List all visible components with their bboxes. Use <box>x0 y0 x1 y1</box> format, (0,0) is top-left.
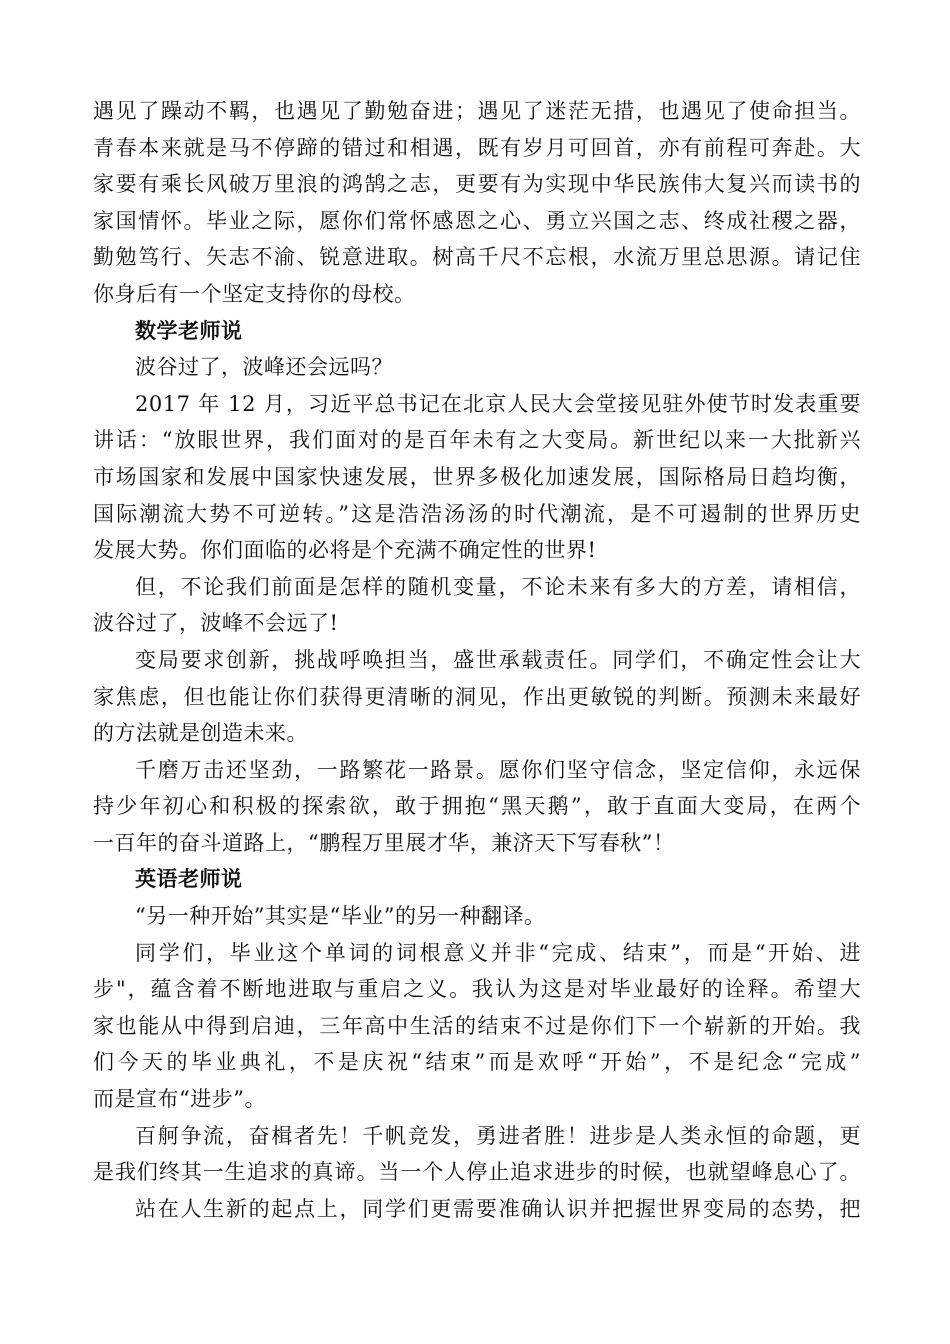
text-line: 市场国家和发展中国家快速发展，世界多极化加速发展，国际格局日趋均衡， <box>93 464 861 489</box>
text-line: 家国情怀。毕业之际，愿你们常怀感恩之心、勇立兴国之志、终成社稷之器， <box>93 208 861 233</box>
body-text <box>93 93 861 1227</box>
text-line: 你身后有一个坚定支持你的母校。 <box>93 281 416 306</box>
text-line: 发展大势。你们面临的必将是个充满不确定性的世界! <box>93 538 597 563</box>
paragraph-first-line: 2017 年 12 月，习近平总书记在北京人民大会堂接见驻外使节时发表重要 <box>135 391 861 416</box>
section-subtitle: “另一种开始”其实是“毕业”的另一种翻译。 <box>135 904 546 929</box>
text-line: 持少年初心和积极的探索欲，敢于拥抱“黑天鹅”，敢于直面大变局，在两个 <box>93 794 861 819</box>
paragraph-first-line: 站在人生新的起点上，同学们更需要准确认识并把握世界变局的态势，把 <box>135 1196 861 1221</box>
section-subtitle: 波谷过了，波峰还会远吗？ <box>135 355 393 380</box>
text-line: 讲话：“放眼世界，我们面对的是百年未有之大变局。新世纪以来一大批新兴 <box>93 428 861 453</box>
text-line: 家焦虑，但也能让你们获得更清晰的洞见，作出更敏锐的判断。预测未来最好 <box>93 684 861 709</box>
paragraph-first-line: 但，不论我们前面是怎样的随机变量，不论未来有多大的方差，请相信， <box>135 574 861 599</box>
text-line: 波谷过了，波峰不会远了! <box>93 611 339 636</box>
paragraph-first-line: 千磨万击还坚劲，一路繁花一路景。愿你们坚守信念，坚定信仰，永远保 <box>135 757 861 782</box>
text-line: 遇见了躁动不羁，也遇见了勤勉奋进；遇见了迷茫无措，也遇见了使命担当。 <box>93 99 861 123</box>
paragraph-first-line: 同学们，毕业这个单词的词根意义并非“完成、结束”，而是“开始、进 <box>135 940 861 965</box>
text-line: 是我们终其一生追求的真谛。当一个人停止追求进步的时候，也就望峰息心了。 <box>93 1160 861 1185</box>
text-line: 家要有乘长风破万里浪的鸿鹄之志，更要有为实现中华民族伟大复兴而读书的 <box>93 172 861 197</box>
text-line: 的方法就是创造未来。 <box>93 721 308 746</box>
text-line: 一百年的奋斗道路上，“鹏程万里展才华，兼济天下写春秋”！ <box>93 830 675 855</box>
text-line: 而是宣布“进步”。 <box>93 1087 266 1112</box>
paragraph-first-line: 百舸争流，奋楫者先！千帆竞发，勇进者胜！进步是人类永恒的命题，更 <box>135 1123 861 1148</box>
text-line: 家也能从中得到启迪，三年高中生活的结束不过是你们下一个崭新的开始。我 <box>93 1013 861 1038</box>
paragraph-first-line: 变局要求创新，挑战呼唤担当，盛世承载责任。同学们，不确定性会让大 <box>135 647 861 672</box>
section-heading-english: 英语老师说 <box>135 867 243 892</box>
text-line: 青春本来就是马不停蹄的错过和相遇，既有岁月可回首，亦有前程可奔赴。大 <box>93 135 861 160</box>
section-heading-math: 数学老师说 <box>135 318 243 343</box>
text-line: 步"，蕴含着不断地进取与重启之义。我认为这是对毕业最好的诠释。希望大 <box>93 977 861 1002</box>
text-line: 勤勉笃行、矢志不渝、锐意进取。树高千尺不忘根，水流万里总思源。请记住 <box>93 245 861 270</box>
text-line: 国际潮流大势不可逆转。”这是浩浩汤汤的时代潮流，是不可遏制的世界历史 <box>93 501 861 526</box>
text-line: 们今天的毕业典礼，不是庆祝“结束”而是欢呼“开始”，不是纪念“完成” <box>93 1050 861 1075</box>
